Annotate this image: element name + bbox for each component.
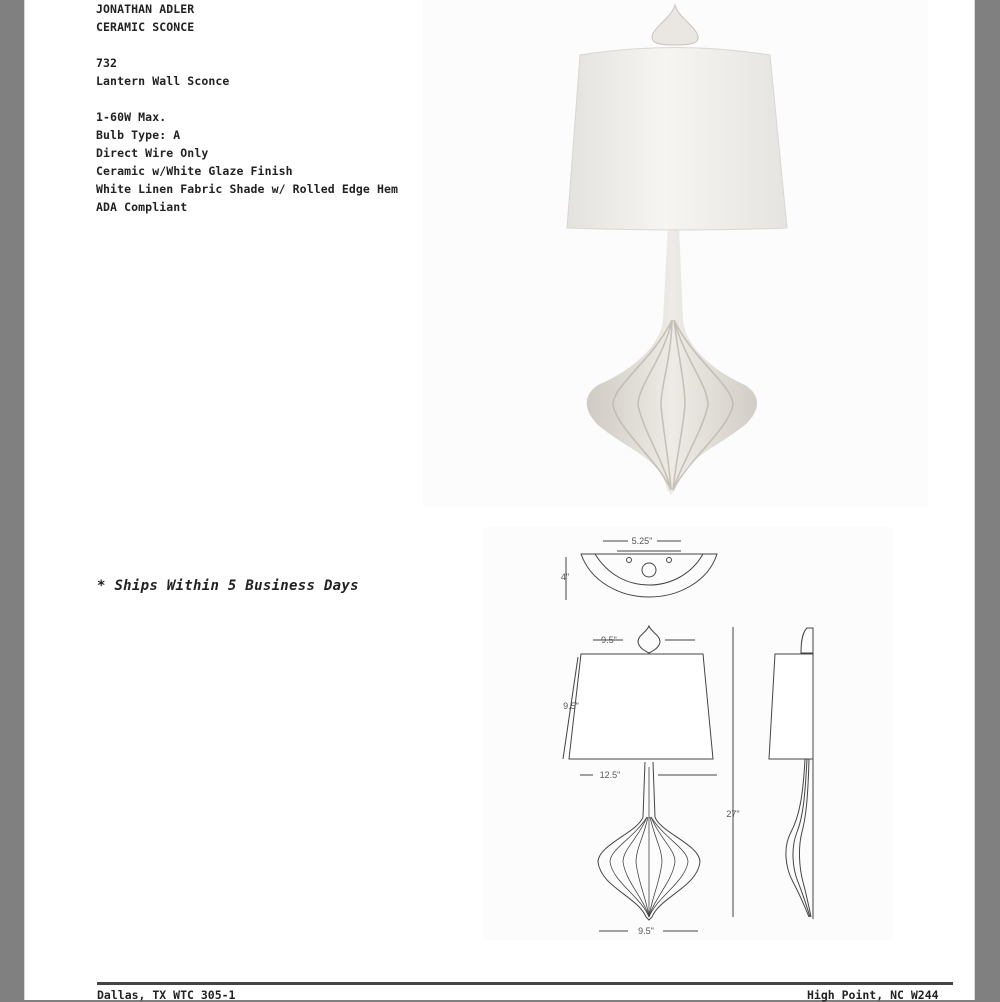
model-number: 732	[96, 56, 118, 70]
footer-showroom-dallas: Dallas, TX WTC 305-1	[97, 988, 236, 1002]
spec-block	[96, 0, 398, 216]
dim-shade-height: 9.5"	[563, 701, 579, 711]
shipping-note: * Ships Within 5 Business Days	[97, 578, 359, 594]
spec-ada: ADA Compliant	[96, 200, 188, 214]
dim-overall-height: 27"	[726, 809, 740, 819]
product-category: CERAMIC SCONCE	[96, 20, 195, 34]
dim-top-depth: 4"	[560, 572, 570, 582]
dim-shade-top: 9.5"	[601, 635, 617, 645]
dim-base-width: 9.5"	[638, 926, 654, 936]
product-photo	[423, 0, 928, 507]
footer-rule	[97, 982, 953, 985]
spec-shade: White Linen Fabric Shade w/ Rolled Edge Hem	[96, 182, 399, 196]
dim-shade-bottom: 12.5"	[599, 770, 621, 780]
spec-finish: Ceramic w/White Glaze Finish	[96, 164, 293, 178]
model-name: Lantern Wall Sconce	[96, 74, 230, 88]
sconce-photo-illustration	[423, 0, 928, 507]
spec-wattage: 1-60W Max.	[96, 110, 167, 124]
spec-bulb-type: Bulb Type: A	[96, 128, 181, 142]
dim-top-width: 5.25"	[631, 536, 653, 546]
footer-showroom-highpoint: High Point, NC W244	[807, 988, 939, 1002]
brand-name: JONATHAN ADLER	[96, 2, 195, 16]
spec-wiring: Direct Wire Only	[96, 146, 209, 160]
dimension-diagram	[483, 527, 893, 940]
dimension-drawing	[483, 527, 893, 940]
